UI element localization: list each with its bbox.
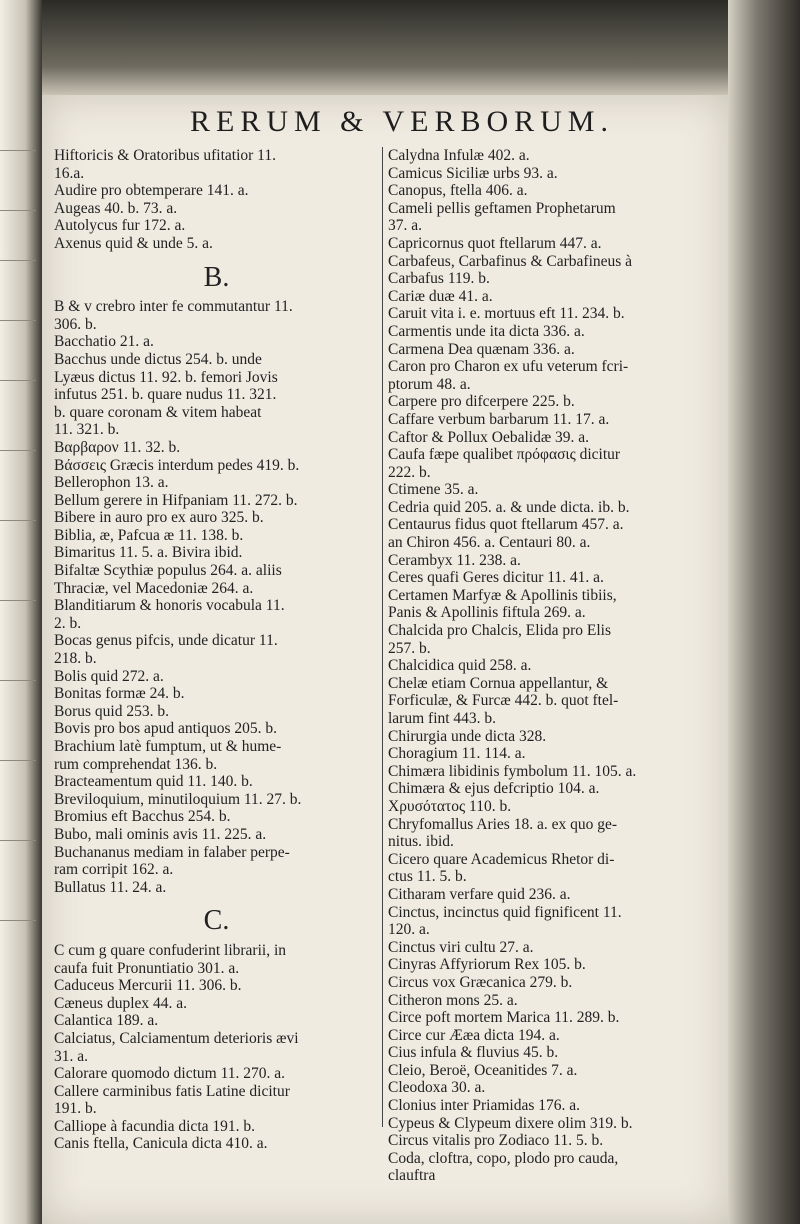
index-entry: Caduceus Mercurii 11. 306. b. [54, 977, 242, 995]
index-entry: 218. b. [54, 650, 97, 668]
index-entry: Carbafus 119. b. [388, 270, 490, 288]
index-entry: Lyæus dictus 11. 92. b. femori Jovis [54, 368, 278, 386]
index-entry: Thraciæ, vel Macedoniæ 264. a. [54, 579, 254, 597]
index-entry: Cius infula & fluvius 45. b. [388, 1044, 559, 1062]
index-entry: Cæneus duplex 44. a. [54, 994, 188, 1012]
index-entry: Chimæra libidinis fymbolum 11. 105. a. [388, 762, 637, 780]
index-entry: Coda, cloftra, copo, plodo pro cauda, [388, 1149, 619, 1167]
index-entry: Chimæra & ejus defcriptio 104. a. [388, 780, 600, 798]
index-entry: Forficulæ, & Furcæ 442. b. quot ftel- [388, 692, 619, 710]
index-entry: Panis & Apollinis fiftula 269. a. [388, 604, 586, 622]
index-entry: Bracteamentum quid 11. 140. b. [54, 773, 253, 791]
index-entry: Ceres quafi Geres dicitur 11. 41. a. [388, 569, 604, 587]
index-entry: Chalcida pro Chalcis, Elida pro Elis [388, 622, 611, 640]
facing-page-text-fragment [0, 450, 36, 451]
index-entry: 37. a. [388, 217, 423, 235]
index-entry: Cicero quare Academicus Rhetor di- [388, 850, 615, 868]
index-entry: 306. b. [54, 315, 97, 333]
scan-background-top [0, 0, 800, 95]
index-entry: 31. a. [54, 1047, 89, 1065]
index-entry: an Chiron 456. a. Centauri 80. a. [388, 534, 591, 552]
index-entry: Caruit vita i. e. mortuus eft 11. 234. b. [388, 305, 625, 323]
index-entry: Cinctus, incinctus quid fignificent 11. [388, 903, 622, 921]
index-entry: Brachium latè fumptum, ut & hume- [54, 738, 282, 755]
index-entry: Carmentis unde ita dicta 336. a. [388, 322, 585, 340]
index-entry: Calciatus, Calciamentum deterioris ævi [54, 1029, 299, 1047]
index-entry: Centaurus fidus quot ftellarum 457. a. [388, 516, 624, 534]
index-entry: Axenus quid & unde 5. a. [54, 234, 213, 252]
index-entry: Cypeus & Clypeum dixere olim 319. b. [388, 1114, 633, 1132]
index-entry: B & v crebro inter fe commutantur 11. [54, 298, 293, 316]
index-entry: Caron pro Charon ex ufu veterum fcri- [388, 358, 629, 376]
index-entry: Bimaritus 11. 5. a. Bivira ibid. [54, 544, 243, 562]
index-entry: Biblia, æ, Pafcua æ 11. 138. b. [54, 526, 244, 544]
index-entry: Bonitas formæ 24. b. [54, 685, 185, 703]
index-entry: Carpere pro difcerpere 225. b. [388, 393, 575, 411]
index-entry: Caufa fæpe qualibet πρόφασις dicitur [388, 446, 621, 464]
running-head: RERUM & VERBORUM. [189, 105, 614, 138]
index-entry: b. quare coronam & vitem habeat [54, 403, 262, 421]
index-entry: Audire pro obtemperare 141. a. [54, 182, 249, 200]
index-entry: Caftor & Pollux Oebalidæ 39. a. [388, 428, 590, 446]
index-entry: Βαρβαρον 11. 32. b. [54, 438, 181, 456]
index-entry: Bovis pro bos apud antiquos 205. b. [54, 720, 278, 738]
index-entry: Bacchus unde dictus 254. b. unde [54, 350, 262, 368]
index-entry: Bolis quid 272. a. [54, 667, 164, 685]
index-entry: Blanditiarum & honoris vocabula 11. [54, 597, 285, 615]
column-divider [382, 147, 383, 1127]
index-entry: Cinyras Affyriorum Rex 105. b. [388, 956, 586, 974]
facing-page-text-fragment [0, 520, 36, 521]
index-entry: Calliope à facundia dicta 191. b. [54, 1117, 256, 1135]
index-entry: Bubo, mali ominis avis 11. 225. a. [54, 825, 267, 843]
index-entry: Cleodoxa 30. a. [388, 1079, 486, 1097]
section-letter-b: B. [203, 261, 230, 293]
facing-page-text-fragment [0, 320, 36, 321]
index-entry: Circe cur Ææa dicta 194. a. [388, 1026, 560, 1044]
index-entry: Cleio, Beroë, Oceanitides 7. a. [388, 1061, 578, 1079]
index-entry: Bullatus 11. 24. a. [54, 878, 167, 896]
index-entry: Breviloquium, minutiloquium 11. 27. b. [54, 790, 302, 808]
index-entry: Choragium 11. 114. a. [388, 745, 526, 763]
index-entry: Bellerophon 13. a. [54, 474, 169, 492]
index-entry: C cum g quare confuderint librarii, in [54, 941, 287, 959]
index-entry: Autolycus fur 172. a. [54, 217, 186, 235]
index-entry: Certamen Marfyæ & Apollinis tibiis, [388, 586, 617, 604]
facing-page-text-fragment [0, 380, 36, 381]
index-entry: 16.a. [54, 164, 85, 182]
index-entry: Augeas 40. b. 73. a. [54, 199, 178, 217]
index-entry: Circe poft mortem Marica 11. 289. b. [388, 1009, 620, 1027]
index-entry: Cedria quid 205. a. & unde dicta. ib. b. [388, 498, 630, 516]
facing-page-left-edge [0, 0, 42, 1224]
index-entry: 11. 321. b. [54, 421, 120, 439]
index-entry: larum fint 443. b. [388, 710, 497, 727]
facing-page-text-fragment [0, 210, 36, 211]
facing-page-text-fragment [0, 600, 36, 601]
index-entry: 2. b. [54, 614, 82, 632]
facing-page-text-fragment [0, 920, 36, 921]
index-entry: Chryfomallus Aries 18. a. ex quo ge- [388, 815, 618, 833]
index-entry: Carbafeus, Carbafinus & Carbafineus à [388, 252, 633, 270]
index-entry: ctus 11. 5. b. [388, 868, 467, 886]
index-entry: Buchananus mediam in falaber perpe- [54, 843, 290, 861]
index-entry: 222. b. [388, 463, 431, 481]
facing-page-text-fragment [0, 150, 36, 151]
index-entry: Carmena Dea quænam 336. a. [388, 340, 575, 358]
index-entry: Canopus, ftella 406. a. [388, 182, 528, 200]
index-entry: 257. b. [388, 639, 431, 657]
index-entry: Hiftoricis & Oratoribus ufitatior 11. [54, 147, 276, 164]
left-index-column [54, 147, 379, 1153]
index-entry: Callere carminibus fatis Latine dicitur [54, 1082, 290, 1100]
index-entry: Χρυσότατος 110. b. [388, 797, 512, 815]
index-entry: Ctimene 35. a. [388, 481, 479, 499]
index-entry: Citharam verfare quid 236. a. [388, 885, 571, 903]
index-entry: 191. b. [54, 1100, 97, 1118]
facing-page-text-fragment [0, 840, 36, 841]
index-entry: caufa fuit Pronuntiatio 301. a. [54, 959, 240, 977]
index-entry: Cariæ duæ 41. a. [388, 287, 493, 305]
index-entry: Citheron mons 25. a. [388, 991, 518, 1009]
index-entry: infutus 251. b. quare nudus 11. 321. [54, 386, 277, 404]
index-entry: rum comprehendat 136. b. [54, 755, 218, 773]
section-letter-c: C. [203, 905, 230, 937]
index-entry: Bibere in auro pro ex auro 325. b. [54, 509, 264, 527]
index-entry: Bifaltæ Scythiæ populus 264. a. aliis [54, 562, 282, 580]
index-entry: Caffare verbum barbarum 11. 17. a. [388, 410, 610, 428]
index-entry: 120. a. [388, 921, 430, 939]
index-entry: Circus vox Græcanica 279. b. [388, 973, 573, 991]
index-entry: Cerambyx 11. 238. a. [388, 551, 521, 569]
index-entry: clauftra [388, 1167, 436, 1185]
index-entry: Circus vitalis pro Zodiaco 11. 5. b. [388, 1132, 604, 1150]
index-entry: Calydna Infulæ 402. a. [388, 147, 530, 164]
index-entry: ram corripit 162. a. [54, 861, 174, 879]
index-entry: Bocas genus pifcis, unde dicatur 11. [54, 632, 278, 650]
index-entry: Chelæ etiam Cornua appellantur, & [388, 674, 609, 692]
facing-page-text-fragment [0, 680, 36, 681]
index-entry: Calorare quomodo dictum 11. 270. a. [54, 1065, 286, 1083]
index-entry: Camicus Siciliæ urbs 93. a. [388, 164, 558, 182]
book-page [42, 95, 728, 1224]
index-entry: Calantica 189. a. [54, 1012, 159, 1030]
index-entry: Bromius eft Bacchus 254. b. [54, 808, 231, 826]
index-entry: Canis ftella, Canicula dicta 410. a. [54, 1135, 268, 1153]
index-entry: Chirurgia unde dicta 328. [388, 727, 547, 745]
index-entry: Chalcidica quid 258. a. [388, 657, 532, 675]
facing-page-text-fragment [0, 260, 36, 261]
index-entry: Βάσσεις Græcis interdum pedes 419. b. [54, 456, 300, 474]
index-entry: Borus quid 253. b. [54, 702, 169, 720]
index-entry: Capricornus quot ftellarum 447. a. [388, 234, 602, 252]
index-entry: nitus. ibid. [388, 833, 454, 851]
index-entry: Bacchatio 21. a. [54, 333, 154, 351]
index-entry: ptorum 48. a. [388, 375, 471, 393]
index-entry: Clonius inter Priamidas 176. a. [388, 1097, 581, 1115]
index-entry: Cameli pellis geftamen Prophetarum [388, 199, 616, 217]
right-index-column [388, 147, 710, 1185]
index-entry: Cinctus viri cultu 27. a. [388, 938, 534, 956]
facing-page-right-edge [728, 0, 800, 1224]
facing-page-text-fragment [0, 760, 36, 761]
index-entry: Bellum gerere in Hifpaniam 11. 272. b. [54, 491, 298, 509]
